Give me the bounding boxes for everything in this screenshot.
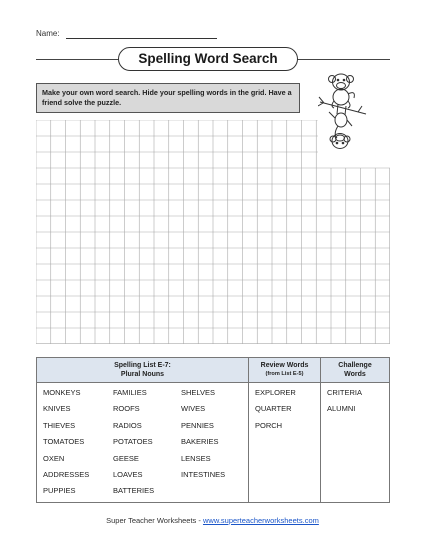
challenge-words-cell: [321, 383, 390, 503]
spelling-word: KNIVES: [43, 404, 71, 414]
footer: [0, 516, 425, 525]
spelling-word: WIVES: [181, 404, 206, 414]
challenge-words-header: Challenge Words: [321, 358, 390, 383]
spelling-word: LENSES: [181, 453, 211, 463]
review-words-header: Review Words (from List E-5): [249, 358, 321, 383]
spelling-word: ROOFS: [113, 404, 140, 414]
page-title: Spelling Word Search: [118, 47, 298, 71]
review-word: EXPLORER: [255, 388, 296, 397]
spelling-word: THIEVES: [43, 420, 76, 430]
spelling-word: ADDRESSES: [43, 469, 90, 479]
word-search-grid[interactable]: [36, 120, 390, 344]
spelling-word: FAMILIES: [113, 388, 147, 397]
name-line: [66, 38, 217, 39]
spelling-word: PUPPIES: [43, 486, 76, 496]
spelling-word: PENNIES: [181, 420, 214, 430]
spelling-word: BAKERIES: [181, 437, 219, 447]
word-list-table: [36, 357, 390, 503]
review-word: QUARTER: [255, 404, 292, 414]
spelling-word: SHELVES: [181, 388, 216, 397]
spelling-list-header: Spelling List E-7: Plural Nouns: [37, 358, 249, 383]
challenge-word: CRITERIA: [327, 388, 363, 397]
spelling-word: OXEN: [43, 453, 65, 463]
spelling-word: MONKEYS: [43, 388, 81, 397]
challenge-word: ALUMNI: [327, 404, 356, 414]
footer-link[interactable]: www.superteacherworksheets.com: [202, 516, 319, 525]
spelling-word: POTATOES: [113, 437, 153, 447]
footer-prefix: Super Teacher Worksheets -: [106, 516, 203, 525]
spelling-words-cell: [37, 383, 249, 503]
spelling-word: GEESE: [113, 453, 139, 463]
review-words-cell: [249, 383, 321, 503]
spelling-word: RADIOS: [113, 420, 142, 430]
name-label: Name:: [36, 29, 60, 38]
spelling-word: INTESTINES: [181, 469, 226, 479]
spelling-word: LOAVES: [113, 469, 143, 479]
spelling-word: BATTERIES: [113, 486, 155, 496]
review-word: PORCH: [255, 420, 283, 430]
instructions-box: Make your own word search. Hide your spelling words in the grid. Have a friend solve the puzzle.: [36, 83, 300, 113]
spelling-word: TOMATOES: [43, 437, 85, 447]
